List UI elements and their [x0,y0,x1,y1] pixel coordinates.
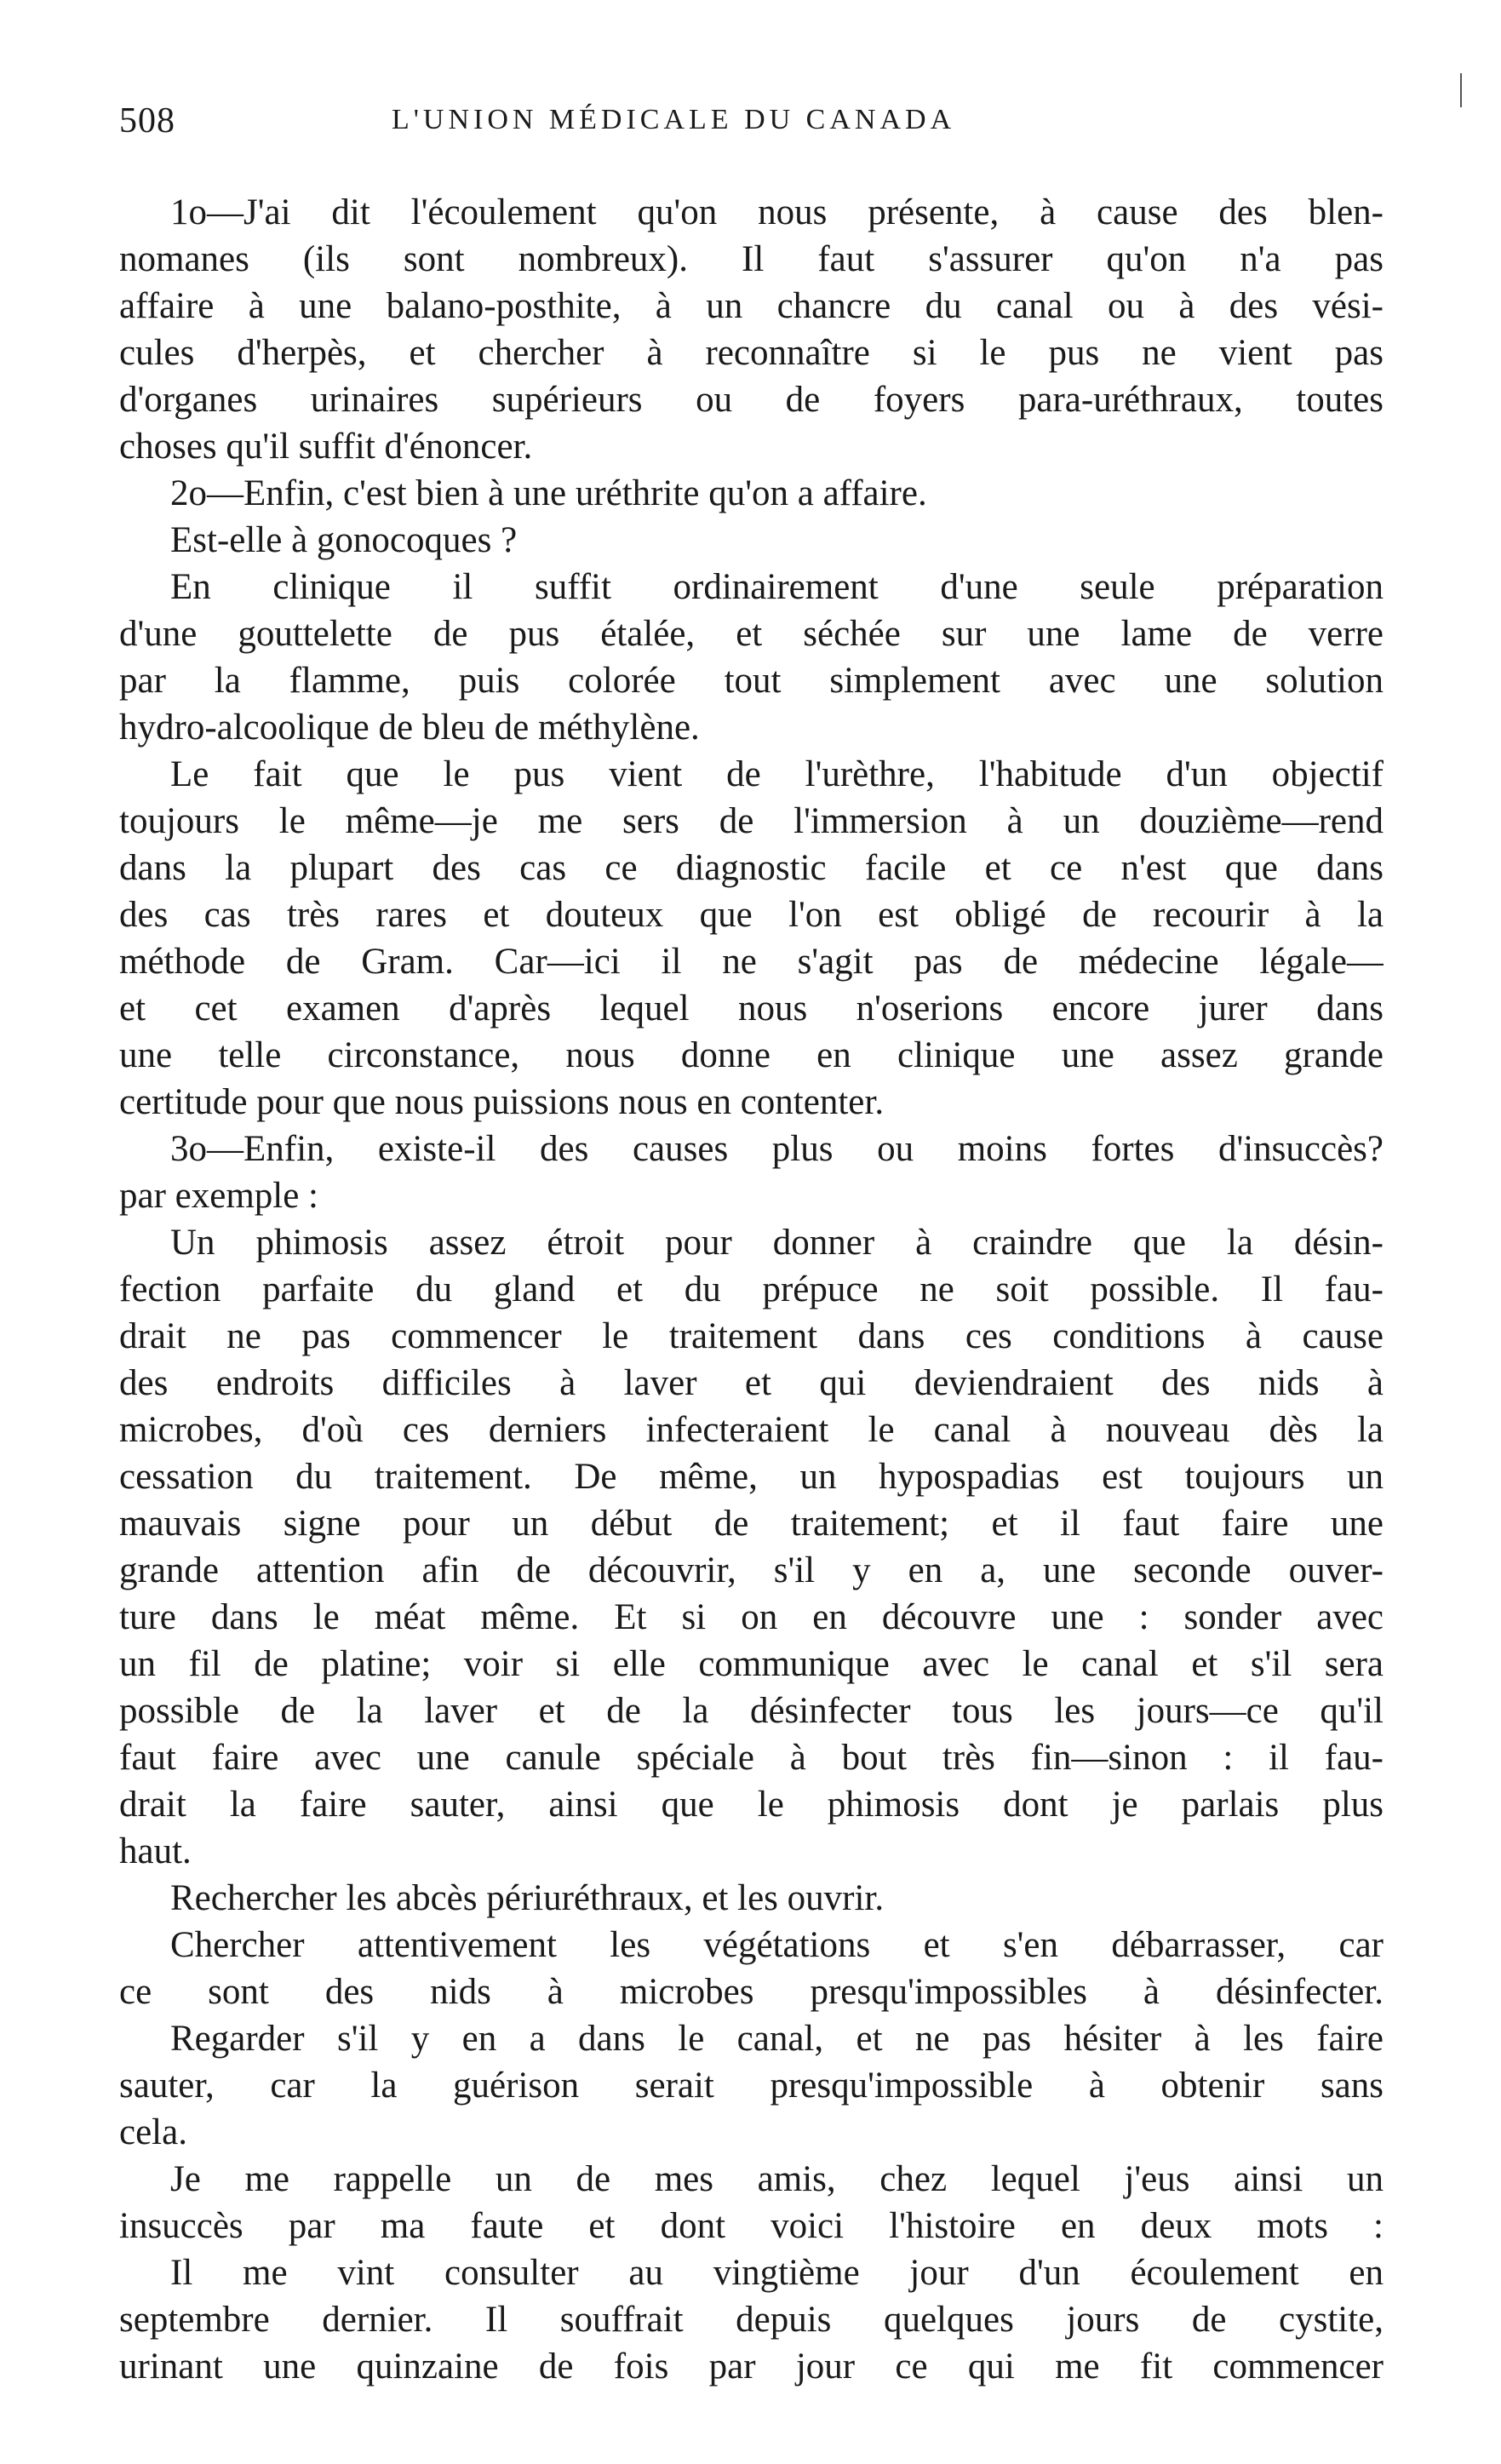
text-line: par exemple : [119,1176,319,1216]
text-line: cessation du traitement. De même, un hypospadias est toujours un [119,1457,1384,1497]
text-line: hydro-alcoolique de bleu de méthylène. [119,708,700,748]
text-line: affaire à une balano-posthite, à un chancre du canal ou à des vési- [119,286,1384,326]
text-line: urinant une quinzaine de fois par jour ce qui me fit commencer [119,2347,1384,2387]
text-line: 3o—Enfin, existe-il des causes plus ou moins fortes d'insuccès? [170,1129,1384,1169]
text-line: toujours le même—je me sers de l'immersion à un douzième—rend [119,801,1384,841]
body-text [119,189,1384,2390]
running-head [119,100,1379,152]
text-line: méthode de Gram. Car—ici il ne s'agit pas de médecine légale— [119,942,1384,982]
text-line: des endroits difficiles à laver et qui deviendraient des nids à [119,1363,1384,1403]
text-line: Est-elle à gonocoques ? [170,520,518,560]
text-line: drait ne pas commencer le traitement dans ces conditions à cause [119,1316,1384,1356]
text-line: d'organes urinaires supérieurs ou de foyers para-uréthraux, toutes [119,380,1384,420]
text-line: grande attention afin de découvrir, s'il y en a, une seconde ouver- [119,1550,1384,1590]
text-line: choses qu'il suffit d'énoncer. [119,427,533,467]
text-line: dans la plupart des cas ce diagnostic facile et ce n'est que dans [119,848,1384,888]
text-line: microbes, d'où ces derniers infecteraient le canal à nouveau dès la [119,1410,1384,1450]
text-line: 2o—Enfin, c'est bien à une uréthrite qu'on a affaire. [170,473,927,513]
text-line: Je me rappelle un de mes amis, chez lequel j'eus ainsi un [170,2159,1384,2199]
text-line: Chercher attentivement les végétations et s'en débarrasser, car [170,1925,1384,1965]
text-line: nomanes (ils sont nombreux). Il faut s'assurer qu'on n'a pas [119,239,1384,279]
text-line: Il me vint consulter au vingtième jour d'un écoulement en [170,2253,1384,2293]
text-line: fection parfaite du gland et du prépuce ne soit possible. Il fau- [119,1269,1384,1309]
text-line: Le fait que le pus vient de l'urèthre, l'habitude d'un objectif [170,754,1384,794]
text-line: ture dans le méat même. Et si on en découvre une : sonder avec [119,1597,1384,1637]
page-edge-mark [1460,73,1462,107]
text-line: un fil de platine; voir si elle communique avec le canal et s'il sera [119,1644,1384,1684]
text-line: d'une gouttelette de pus étalée, et séchée sur une lame de verre [119,614,1384,654]
text-line: septembre dernier. Il souffrait depuis quelques jours de cystite, [119,2300,1384,2340]
text-line: En clinique il suffit ordinairement d'une seule préparation [170,567,1384,607]
text-line: insuccès par ma faute et dont voici l'histoire en deux mots : [119,2206,1384,2246]
text-line: haut. [119,1831,192,1871]
text-line: et cet examen d'après lequel nous n'oserions encore jurer dans [119,988,1384,1029]
text-line: des cas très rares et douteux que l'on est obligé de recourir à la [119,895,1384,935]
text-line: une telle circonstance, nous donne en clinique une assez grande [119,1035,1384,1075]
text-line: cela. [119,2112,187,2152]
text-line: faut faire avec une canule spéciale à bout très fin—sinon : il fau- [119,1738,1384,1778]
text-line: possible de la laver et de la désinfecter tous les jours—ce qu'il [119,1691,1384,1731]
text-line: Rechercher les abcès périuréthraux, et les ouvrir. [170,1878,885,1918]
text-line: mauvais signe pour un début de traitement; et il faut faire une [119,1504,1384,1544]
text-line: 1o—J'ai dit l'écoulement qu'on nous présente, à cause des blen- [170,192,1384,232]
journal-title: L'UNION MÉDICALE DU CANADA [392,104,956,135]
text-line: Un phimosis assez étroit pour donner à craindre que la désin- [170,1223,1384,1263]
text-line: cules d'herpès, et chercher à reconnaître si le pus ne vient pas [119,333,1384,373]
text-line: Regarder s'il y en a dans le canal, et ne pas hésiter à les faire [170,2019,1384,2059]
text-line: certitude pour que nous puissions nous en contenter. [119,1082,885,1122]
text-line: ce sont des nids à microbes presqu'impossibles à désinfecter. [119,1972,1384,2012]
page-number: 508 [119,101,175,140]
text-line: par la flamme, puis colorée tout simplement avec une solution [119,661,1384,701]
text-line: sauter, car la guérison serait presqu'impossible à obtenir sans [119,2066,1384,2106]
text-line: drait la faire sauter, ainsi que le phimosis dont je parlais plus [119,1785,1384,1825]
